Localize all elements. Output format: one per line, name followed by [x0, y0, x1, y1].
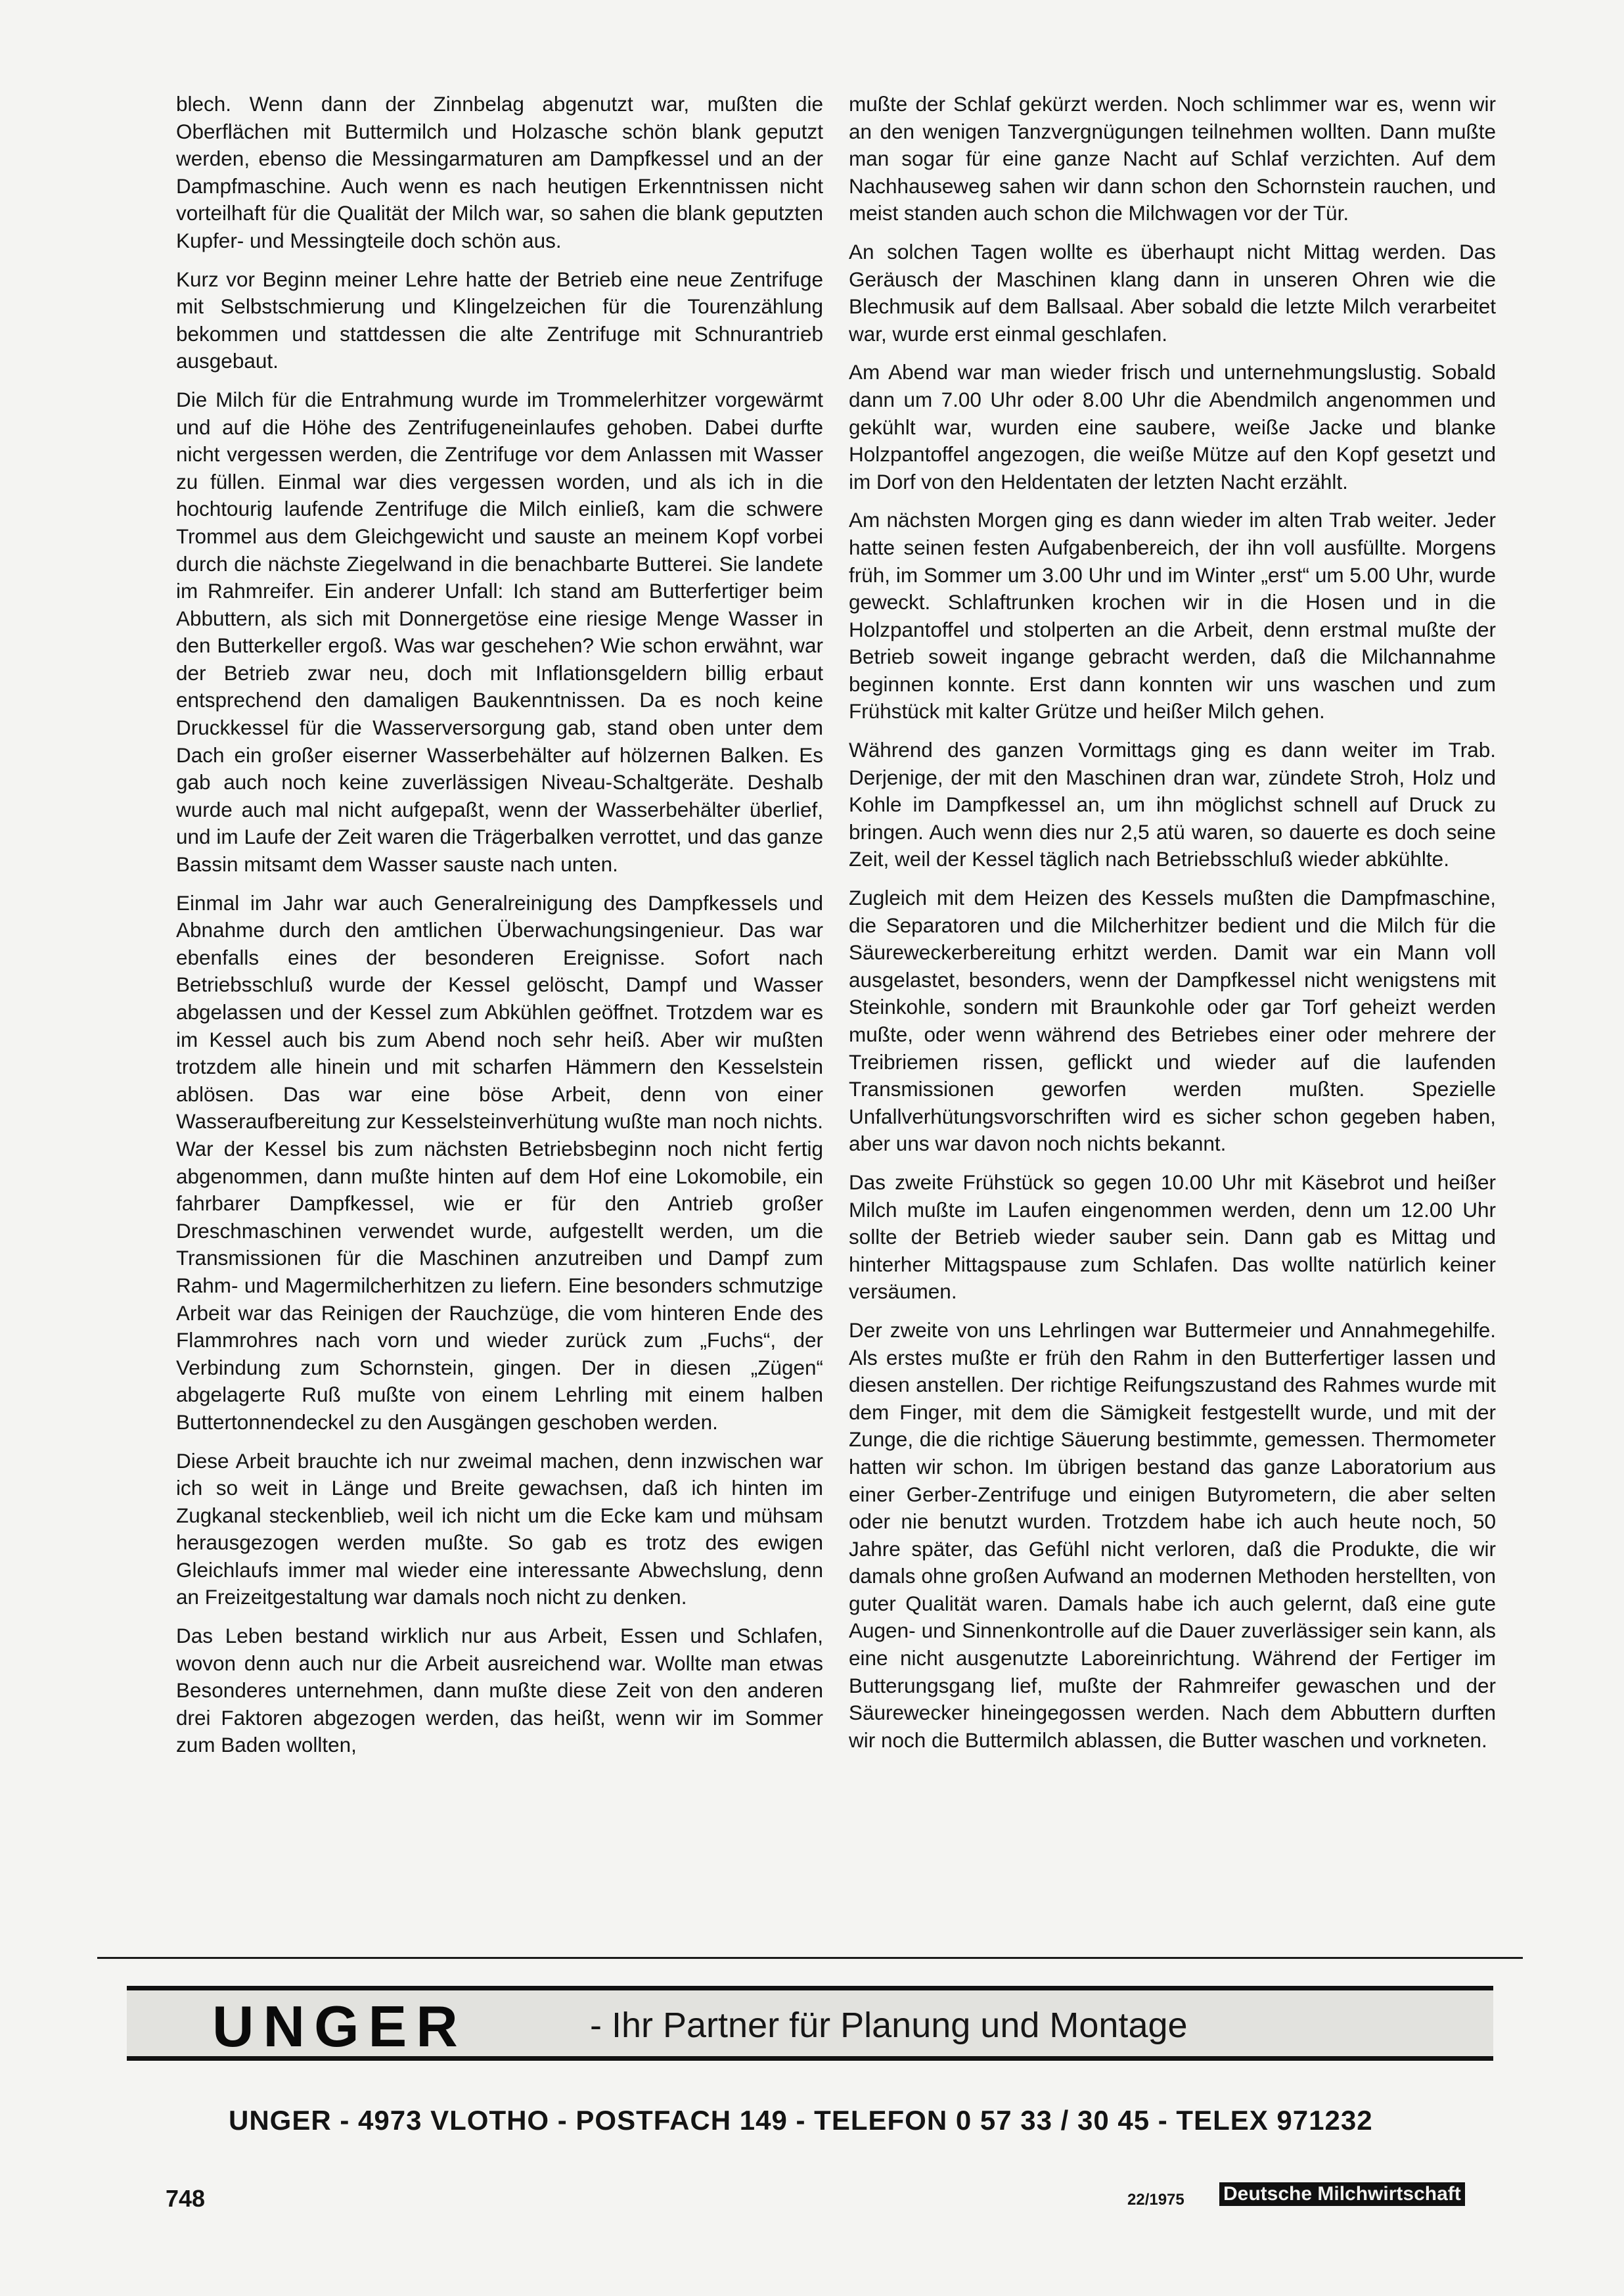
- paragraph: Während des ganzen Vormittags ging es dann weiter im Trab. Derjenige, der mit den Maschinen dran war, zündete Stroh, Holz und Kohle im Dampfkessel an, um ihn möglichst schnell auf Druck zu bringen. Auch wenn dies nur 2,5 atü waren, so dauerte es doch seine Zeit, weil der Kessel täglich nach Betriebsschluß wieder abkühlte.: [849, 738, 1496, 871]
- advertiser-logo: UNGER: [212, 1994, 467, 2059]
- paragraph: Am Abend war man wieder frisch und unternehmungslustig. Sobald dann um 7.00 Uhr oder 8.00 Uhr die Abendmilch angenommen und gekühlt war, wurden eine saubere, weiße Jacke und blanke Holzpantoffel angezogen, die weiße Mütze auf den Kopf gesetzt und im Dorf von den Heldentaten der letzten Nacht erzählt.: [849, 360, 1496, 494]
- paragraph: Einmal im Jahr war auch Generalreinigung des Dampfkessels und Abnahme durch den amtlichen Überwachungsingenieur. Das war ebenfalls eines der besonderen Ereignisse. Sofort nach Betriebsschluß wurde der Kessel gelöscht, Dampf und Wasser abgelassen und der Kessel zum Abkühlen geöffnet. Trotzdem war es im Kessel auch bis zum Abend noch sehr heiß. Aber wir mußten trotzdem alle hinein und mit scharfen Hämmern den Kesselstein ablösen. Das war eine böse Arbeit, denn von einer Wasseraufbereitung zur Kesselsteinverhütung wußte man noch nichts. War der Kessel bis zum nächsten Betriebsbeginn noch nicht fertig abgenommen, dann mußte hinten auf dem Hof eine Lokomobile, ein fahrbarer Dampfkessel, wie er für den Antrieb großer Dreschmaschinen verwendet wurde, aufgestellt werden, um die Transmissionen für die Maschinen anzutreiben und Dampf zum Rahm- und Magermilcherhitzen zu liefern. Eine besonders schmutzige Arbeit war das Reinigen der Rauchzüge, die vom hinteren Ende des Flammrohres nach vorn und wieder zurück zum „Fuchs“, der Verbindung zum Schornstein, gingen. Der in diesen „Zügen“ abgelagerte Ruß mußte von einem Lehrling mit einem halben Buttertonnendeckel zu den Ausgängen geschoben werden.: [176, 890, 823, 1434]
- paragraph: blech. Wenn dann der Zinnbelag abgenutzt war, mußten die Oberflächen mit Buttermilch und Holzasche schön blank geputzt werden, ebenso die Messingarmaturen am Dampfkessel und an der Dampfmaschine. Auch wenn es nach heutigen Erkenntnissen nicht vorteilhaft für die Qualität der Milch war, so sahen die blank geputzten Kupfer- und Messingteile doch schön aus.: [176, 92, 823, 252]
- paragraph: Diese Arbeit brauchte ich nur zweimal machen, denn inzwischen war ich so weit in Länge und Breite gewachsen, daß ich hinten im Zugkanal steckenblieb, weil ich nicht um die Ecke kam und mühsam herausgezogen werden mußte. So gab es trotz des ewigen Gleichlaufs immer mal wieder eine interessante Abwechslung, denn an Freizeitgestaltung war damals noch nicht zu denken.: [176, 1448, 823, 1609]
- advertiser-address: UNGER - 4973 VLOTHO - POSTFACH 149 - TELEFON 0 57 33 / 30 45 - TELEX 971232: [229, 2105, 1373, 2136]
- paragraph: Das zweite Frühstück so gegen 10.00 Uhr mit Käsebrot und heißer Milch mußte im Laufen eingenommen werden, denn um 12.00 Uhr sollte der Betrieb wieder sauber sein. Dann gab es Mittag und hinterher Mittagspause zum Schlafen. Das wollte natürlich keiner versäumen.: [849, 1170, 1496, 1304]
- paragraph: Das Leben bestand wirklich nur aus Arbeit, Essen und Schlafen, wovon denn auch nur die Arbeit ausreichend war. Wollte man etwas Besonderes unternehmen, dann mußte diese Zeit von den anderen drei Faktoren abgezogen werden, das heißt, wenn wir im Sommer zum Baden wollten,: [176, 1624, 823, 1757]
- paragraph: mußte der Schlaf gekürzt werden. Noch schlimmer war es, wenn wir an den wenigen Tanzvergnügungen teilnehmen wollten. Dann mußte man sogar für eine ganze Nacht auf Schlaf verzichten. Auf dem Nachhauseweg sahen wir dann schon den Schornstein rauchen, und meist standen auch schon die Milchwagen vor der Tür.: [849, 92, 1496, 225]
- paragraph: Der zweite von uns Lehrlingen war Buttermeier und Annahmegehilfe. Als erstes mußte er früh den Rahm in den Butterfertiger lassen und diesen anstellen. Der richtige Reifungszustand des Rahmes wurde mit dem Finger, mit dem die Sämigkeit festgestellt wurde, und mit der Zunge, die die richtige Säuerung bestimmte, gemessen. Thermometer hatten wir schon. Im übrigen bestand das ganze Laboratorium aus einer Gerber-Zentrifuge und einigen Butyrometern, die aber selten oder nie benutzt wurden. Trotzdem habe ich auch heute noch, 50 Jahre später, das Gefühl nicht verloren, daß die Produkte, die wir damals ohne großen Aufwand an modernen Methoden herstellten, von guter Qualität waren. Damals habe ich auch gelernt, daß eine gute Augen- und Sinnenkontrolle auf die Dauer zuverlässiger sein kann, als eine nicht ausgenutzte Laboreinrichtung. Während der Fertiger im Butterungsgang lief, mußte der Rahmreifer gewaschen und der Säurewecker hineingegossen werden. Nach dem Abbuttern durften wir noch die Buttermilch ablassen, die Butter waschen und vorkneten.: [849, 1318, 1496, 1752]
- paragraph: Zugleich mit dem Heizen des Kessels mußten die Dampfmaschine, die Separatoren und die Milcherhitzer bedient und die Milch für die Säureweckerbereitung erhitzt werden. Damit war ein Mann voll ausgelastet, besonders, wenn der Dampfkessel nicht wenigstens mit Steinkohle, sondern mit Braunkohle oder gar Torf geheizt werden mußte, oder wenn während des Betriebes einer oder mehrere der Treibriemen rissen, geflickt und wieder auf die laufenden Transmissionen geworfen werden mußten. Spezielle Unfallverhütungsvorschriften wird es sicher schon gegeben haben, aber uns war davon noch nichts bekannt.: [849, 886, 1496, 1156]
- page-number: 748: [166, 2185, 206, 2212]
- article-divider-rule: [97, 1957, 1523, 1959]
- paragraph: Kurz vor Beginn meiner Lehre hatte der Betrieb eine neue Zentrifuge mit Selbstschmierung und Klingelzeichen für die Tourenzählung bekommen und stattdessen die alte Zentrifuge mit Schnurantrieb ausgebaut.: [176, 267, 823, 373]
- paragraph: Die Milch für die Entrahmung wurde im Trommelerhitzer vorgewärmt und auf die Höhe des Zentrifugeneinlaufes gehoben. Dabei durfte nicht vergessen werden, die Zentrifuge vor dem Anlassen mit Wasser zu füllen. Einmal war dies vergessen worden, und als ich in die hochtourig laufende Zentrifuge die Milch einließ, kam die schwere Trommel aus dem Gleichgewicht und sauste an meinem Kopf vorbei durch die nächste Ziegelwand in die benachbarte Butterei. Sie landete im Rahmreifer. Ein anderer Unfall: Ich stand am Butterfertiger beim Abbuttern, als sich mit Donnergetöse eine riesige Menge Wasser in den Butterkeller ergoß. Was war geschehen? Wie schon erwähnt, war der Betrieb zwar neu, doch mit Inflationsgeldern billig erbaut entsprechend den damaligen Baukenntnissen. Da es noch keine Druckkessel für die Wasserversorgung gab, stand oben unter dem Dach ein großer eiserner Wasserbehälter auf hölzernen Balken. Es gab auch noch keine zuverlässigen Niveau-Schaltgeräte. Deshalb wurde auch mal nicht aufgepaßt, wenn der Wasserbehälter überlief, und im Laufe der Zeit waren die Trägerbalken verrottet, und das ganze Bassin mitsamt dem Wasser sauste nach unten.: [176, 387, 823, 877]
- journal-name: Deutsche Milchwirtschaft: [1219, 2182, 1465, 2206]
- advertisement-banner: [127, 1986, 1493, 2061]
- article-column-left: [176, 91, 823, 1770]
- advertiser-slogan: - Ihr Partner für Planung und Montage: [590, 2006, 1188, 2045]
- paragraph: Am nächsten Morgen ging es dann wieder im alten Trab weiter. Jeder hatte seinen festen Aufgabenbereich, der ihn voll ausfüllte. Morgens früh, im Sommer um 3.00 Uhr und im Winter „erst“ um 5.00 Uhr, wurde geweckt. Schlaftrunken krochen wir in die Hosen und in die Holzpantoffel und stolperten an die Arbeit, denn erstmal mußte der Betrieb soweit ingange gebracht werden, daß die Milchannahme beginnen konnte. Erst dann konnten wir uns waschen und zum Frühstück mit kalter Grütze und heißer Milch gehen.: [849, 508, 1496, 723]
- issue-number: 22/1975: [1127, 2191, 1184, 2209]
- article-column-right: [849, 91, 1496, 1765]
- paragraph: An solchen Tagen wollte es überhaupt nicht Mittag werden. Das Geräusch der Maschinen klang dann in unseren Ohren wie die Blechmusik auf dem Ballsaal. Aber sobald die letzte Milch verarbeitet war, wurde erst einmal geschlafen.: [849, 239, 1496, 346]
